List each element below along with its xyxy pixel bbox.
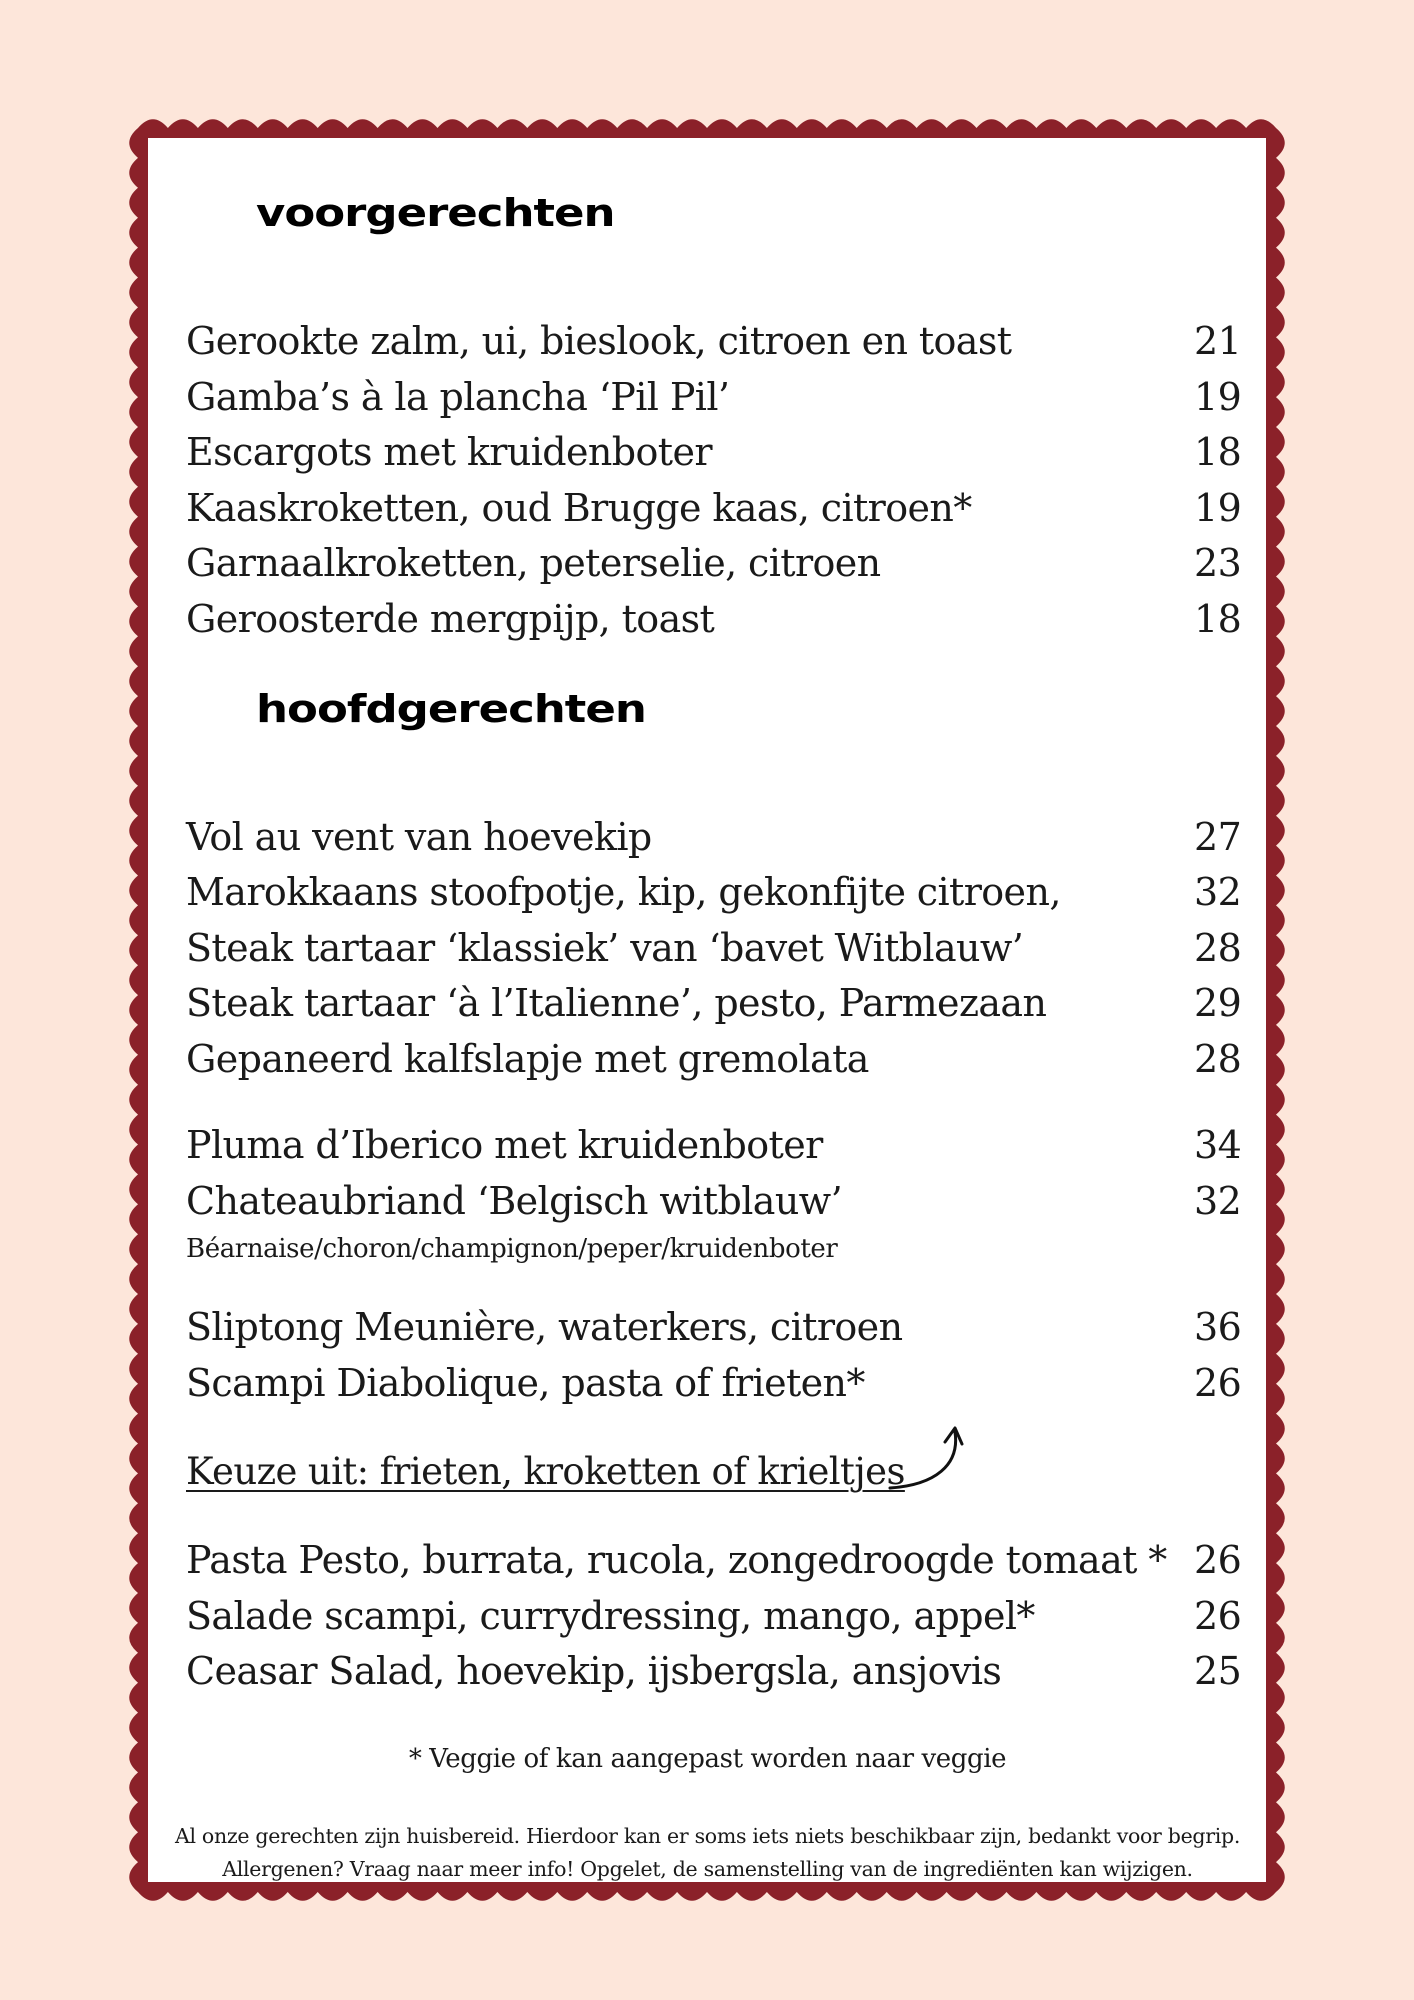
item-name: Garnaalkroketten, peterselie, citroen (186, 541, 881, 585)
item-name: Scampi Diabolique, pasta of frieten* (186, 1361, 865, 1405)
item-price: 36 (1194, 1305, 1242, 1349)
menu-item (186, 981, 1254, 1025)
item-name: Gerookte zalm, ui, bieslook, citroen en toast (186, 319, 1012, 363)
item-price: 18 (1194, 597, 1242, 641)
menu-item (186, 1538, 1254, 1582)
menu-item (186, 1037, 1254, 1081)
menu-item (186, 926, 1254, 970)
menu-item (186, 1594, 1254, 1638)
item-price: 25 (1194, 1649, 1242, 1693)
item-price: 27 (1194, 815, 1242, 859)
menu-item (186, 870, 1254, 914)
menu-item (186, 430, 1254, 474)
item-price: 29 (1194, 981, 1242, 1025)
menu-item (186, 541, 1254, 585)
menu-item (186, 319, 1254, 363)
item-price: 34 (1194, 1123, 1242, 1167)
item-price: 32 (1194, 870, 1242, 914)
footer-note (140, 1820, 1275, 1886)
menu-item (186, 1361, 1254, 1405)
mains-title: hoofdgerechten (256, 686, 646, 732)
item-price: 26 (1194, 1361, 1242, 1405)
item-price: 19 (1194, 375, 1242, 419)
item-price: 26 (1194, 1538, 1242, 1582)
item-name: Ceasar Salad, hoevekip, ijsbergsla, ansjovis (186, 1649, 1002, 1693)
menu-item (186, 1123, 1254, 1167)
item-name: Gamba’s à la plancha ‘Pil Pil’ (186, 375, 730, 419)
item-price: 21 (1194, 319, 1242, 363)
item-name: Vol au vent van hoevekip (186, 815, 652, 859)
footer-line-1: Al onze gerechten zijn huisbereid. Hierdoor kan er soms iets niets beschikbaar zijn, bedankt voor begrip. (174, 1824, 1241, 1848)
menu-item (186, 1179, 1254, 1223)
menu-item (186, 1305, 1254, 1349)
menu-item (186, 486, 1254, 530)
item-price: 19 (1194, 486, 1242, 530)
item-price: 18 (1194, 430, 1242, 474)
item-name: Steak tartaar ‘klassiek’ van ‘bavet Witblauw’ (186, 926, 1024, 970)
sauce-options: Béarnaise/choron/champignon/peper/kruidenboter (186, 1234, 838, 1264)
item-name: Marokkaans stoofpotje, kip, gekonfijte citroen, (186, 870, 1061, 914)
menu-item (186, 1649, 1254, 1693)
starters-title: voorgerechten (256, 190, 615, 236)
item-name: Steak tartaar ‘à l’Italienne’, pesto, Parmezaan (186, 981, 1047, 1025)
item-price: 28 (1194, 926, 1242, 970)
item-name: Gepaneerd kalfslapje met gremolata (186, 1037, 869, 1081)
item-price: 32 (1194, 1179, 1242, 1223)
item-price: 23 (1194, 541, 1242, 585)
item-name: Escargots met kruidenboter (186, 430, 712, 474)
side-choice-note: Keuze uit: frieten, kroketten of krieltjes (186, 1450, 905, 1493)
item-name: Pluma d’Iberico met kruidenboter (186, 1123, 823, 1167)
item-name: Salade scampi, currydressing, mango, appel* (186, 1594, 1035, 1638)
item-name: Pasta Pesto, burrata, rucola, zongedroogde tomaat * (186, 1538, 1167, 1582)
menu-item (186, 375, 1254, 419)
item-name: Geroosterde mergpijp, toast (186, 597, 715, 641)
item-price: 26 (1194, 1594, 1242, 1638)
item-name: Kaaskroketten, oud Brugge kaas, citroen* (186, 486, 972, 530)
menu-item (186, 597, 1254, 641)
item-price: 28 (1194, 1037, 1242, 1081)
item-name: Sliptong Meunière, waterkers, citroen (186, 1305, 903, 1349)
veggie-note: * Veggie of kan aangepast worden naar veggie (408, 1744, 1007, 1774)
footer-line-2: Allergenen? Vraag naar meer info! Opgelet, de samenstelling van de ingrediënten kan wijzigen. (222, 1857, 1193, 1881)
menu-item (186, 815, 1254, 859)
item-name: Chateaubriand ‘Belgisch witblauw’ (186, 1179, 843, 1223)
menu-card (140, 130, 1275, 1890)
